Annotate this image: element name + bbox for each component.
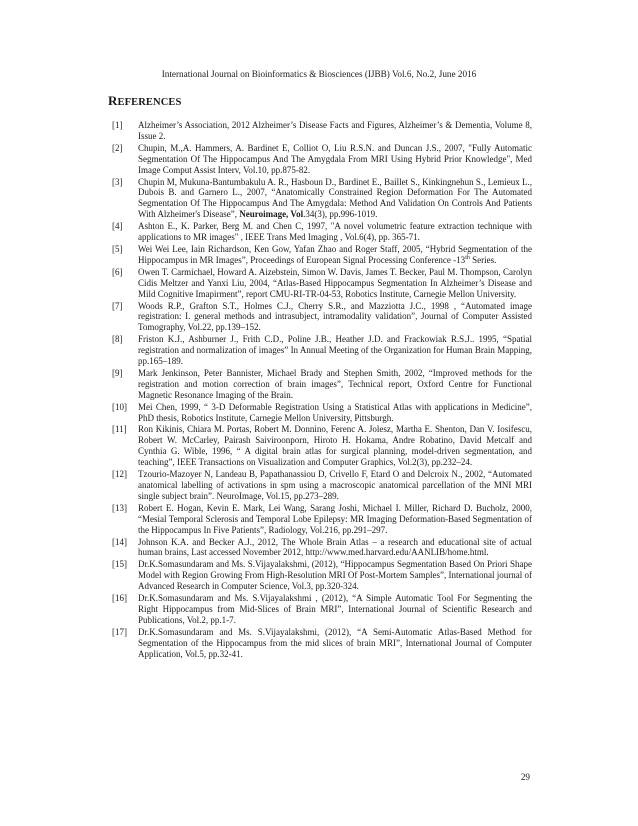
reference-number: [9]	[112, 367, 123, 378]
reference-number: [16]	[112, 593, 127, 604]
reference-item	[112, 424, 532, 468]
reference-number: [15]	[112, 559, 127, 570]
references-heading	[108, 93, 181, 109]
reference-text	[138, 244, 532, 266]
reference-text-tail: .34(3), pp.996-1019.	[303, 209, 378, 220]
reference-item	[112, 593, 532, 626]
reference-number: [12]	[112, 469, 127, 480]
reference-item	[112, 244, 532, 266]
reference-item	[112, 469, 532, 502]
reference-text: Chupin, M.,A. Hammers, A. Bardinet E, Colliot O, Liu R.S.N. and Duncan J.S., 2007, "Fully Automatic Segmentation Of The Hippocampus And The Amygdala From MRI Using Hybrid Prior Knowledge", Med Image Comput Assist Interv, Vol.10, pp.875-82.	[138, 142, 532, 175]
heading-rest: EFERENCES	[117, 97, 182, 108]
reference-number: [11]	[112, 424, 127, 435]
reference-item	[112, 334, 532, 367]
heading-initial: R	[108, 93, 118, 108]
reference-number: [2]	[112, 142, 123, 153]
reference-text-main: Chupin M, Mukuna-Bantumbakulu A. R., Hasboun D., Bardinet E., Baillet S., Kinkingnehun S., Lemieux L., Dubois B. and Garnero L., 2007, “Anatomically Constrained Region Deformation For The Automated Segmentation Of The Hippocampus And The Amygdala: Method And Validation On Controls And Patients With Alzheimer's Disease”,	[138, 176, 532, 220]
reference-item	[112, 627, 532, 660]
reference-number: [17]	[112, 626, 127, 637]
reference-number: [5]	[112, 243, 123, 254]
reference-item	[112, 402, 532, 424]
reference-item	[112, 177, 532, 221]
reference-text: Dr.K.Somasundaram and Ms. S.Vijayalakshmi, (2012), “A Semi-Automatic Atlas-Based Method for Segmentation of the Hippocampus from the mid slices of brain MRI”, International Journal of Computer Application, Vol.5, pp.32-41.	[138, 626, 532, 659]
reference-list	[112, 120, 532, 661]
reference-text: Tzourio-Mazoyer N, Landeau B, Papathanassiou D, Crivello F, Etard O and Delcroix N., 2002, “Automated anatomical labelling of activations in spm using a macroscopic anatomical parcellation of the MNI MRI single subject brain”. NeuroImage, Vol.15, pp.273–289.	[138, 469, 532, 501]
reference-text-main: Wei Wei Lee, Iain Richardson, Ken Gow, Yafan Zhao and Roger Staff, 2005, “Hybrid Segmentation of the Hippocampus in MR Images”, Proceedings of European Signal Processing Conference -13	[138, 243, 532, 265]
reference-item	[112, 143, 532, 176]
reference-text	[138, 177, 532, 221]
reference-item	[112, 267, 532, 300]
reference-text: Mei Chen, 1999, “ 3-D Deformable Registration Using a Statistical Atlas with applications in Medicine”, PhD thesis, Robotics Institute, Carnegie Mellon University, Pittsburgh.	[138, 401, 532, 423]
reference-text: Friston K.J., Ashburner J., Frith C.D., Poline J.B., Heather J.D. and Frackowiak R.S.J.. 1995, “Spatial registration and normalization of images” In Annual Meeting of the Organization for Human Brain Mapping, pp.165–189.	[138, 334, 532, 367]
page-number: 29	[520, 772, 530, 782]
reference-item	[112, 120, 532, 142]
reference-number: [4]	[112, 221, 123, 232]
reference-item	[112, 221, 532, 243]
reference-text: Dr.K.Somasundaram and Ms. S.Vijayalakshmi, (2012), “Hippocampus Segmentation Based On Priori Shape Model with Region Growing From High-Resolution MRI Of Post-Mortem Samples”, International journal of Advanced Research in Computer Science, Vol.3, pp.320-324.	[138, 559, 532, 592]
reference-text: Dr.K.Somasundaram and Ms. S.Vijayalakshmi , (2012), “A Simple Automatic Tool For Segmenting the Right Hippocampus from Mid-Slices of Brain MRI”, International Journal of Scientific Research and Publications, Vol.2, pp.1-7.	[138, 593, 532, 625]
reference-item	[112, 503, 532, 536]
reference-text: Johnson K.A. and Becker A.J., 2012, The Whole Brain Atlas – a research and educational site of actual human brains, Last accessed November 2012, http://www.med.harvard.edu/AANLIB/home.html.	[138, 536, 532, 558]
reference-text: Robert E. Hogan, Kevin E. Mark, Lei Wang, Sarang Joshi, Michael I. Miller, Richard D. Bucholz, 2000, “Mesial Temporal Sclerosis and Temporal Lobe Epilepsy: MR Imaging Deformation-Based Segmentation of the Hippocampus In Five Patients”, Radiology, Vol.216, pp.291–297.	[138, 502, 532, 535]
reference-number: [14]	[112, 536, 127, 547]
reference-number: [7]	[112, 300, 123, 311]
reference-number: [10]	[112, 401, 127, 412]
reference-item	[112, 368, 532, 401]
reference-journal-bold: Neuroimage, Vol	[239, 209, 304, 220]
reference-number: [1]	[112, 120, 123, 130]
reference-item	[112, 559, 532, 592]
reference-text: Ron Kikinis, Chiara M. Portas, Robert M. Donnino, Ferenc A. Jolesz, Martha E. Shenton, Dan V. Iosifescu, Robert W. McCarley, Pairash Saiviroonporn, Hiroto H. Hokama, Andre Robatino, David Metcalf and Cynthia G. Wible, 1996, “ A digital brain atlas for surgical planning, model-driven segmentation, and teaching”, IEEE Transactions on Visualization and Computer Graphics, Vol.2(3), pp.232–24.	[138, 424, 532, 468]
reference-text: Woods R.P., Grafton S.T., Holmes C.J., Cherry S.R., and Mazziotta J.C., 1998 , “Automated image registration: I. general methods and intrasubject, intramodality validation”, Journal of Computer Assisted Tomography, Vol.22, pp.139–152.	[138, 300, 532, 333]
reference-text: Ashton E., K. Parker, Berg M. and Chen C, 1997, "A novel volumetric feature extraction technique with applications to MR images" , IEEE Trans Med Imaging , Vol.6(4), pp. 365-71.	[138, 221, 532, 243]
reference-text: Owen T. Carmichael, Howard A. Aizebstein, Simon W. Davis, James T. Becker, Paul M. Thompson, Carolyn Cidis Meltzer and Yanxi Liu, 2004, “Atlas-Based Hippocampus Segmentation In Alzheimer’s Disease and Mild Cognitive Imapirment”, report CMU-RI-TR-04-53, Robotics Institute, Carnegie Mellon University.	[138, 266, 532, 299]
reference-text: Mark Jenkinson, Peter Bannister, Michael Brady and Stephen Smith, 2002, “Improved methods for the registration and motion correction of brain images”, Technical report, Oxford Centre for Functional Magnetic Resonance Imaging of the Brain.	[138, 367, 532, 400]
running-header: International Journal on Bioinformatics & Biosciences (IJBB) Vol.6, No.2, June 2016	[161, 69, 477, 79]
reference-text: Alzheimer’s Association, 2012 Alzheimer’s Disease Facts and Figures, Alzheimer’s & Dementia, Volume 8, Issue 2.	[138, 120, 532, 141]
reference-item	[112, 301, 532, 334]
reference-number: [8]	[112, 334, 123, 345]
reference-item	[112, 537, 532, 559]
reference-number: [6]	[112, 266, 123, 277]
reference-number: [3]	[112, 176, 123, 187]
reference-superscript: th	[465, 254, 470, 261]
reference-text-tail: Series.	[469, 254, 497, 265]
reference-number: [13]	[112, 502, 127, 513]
